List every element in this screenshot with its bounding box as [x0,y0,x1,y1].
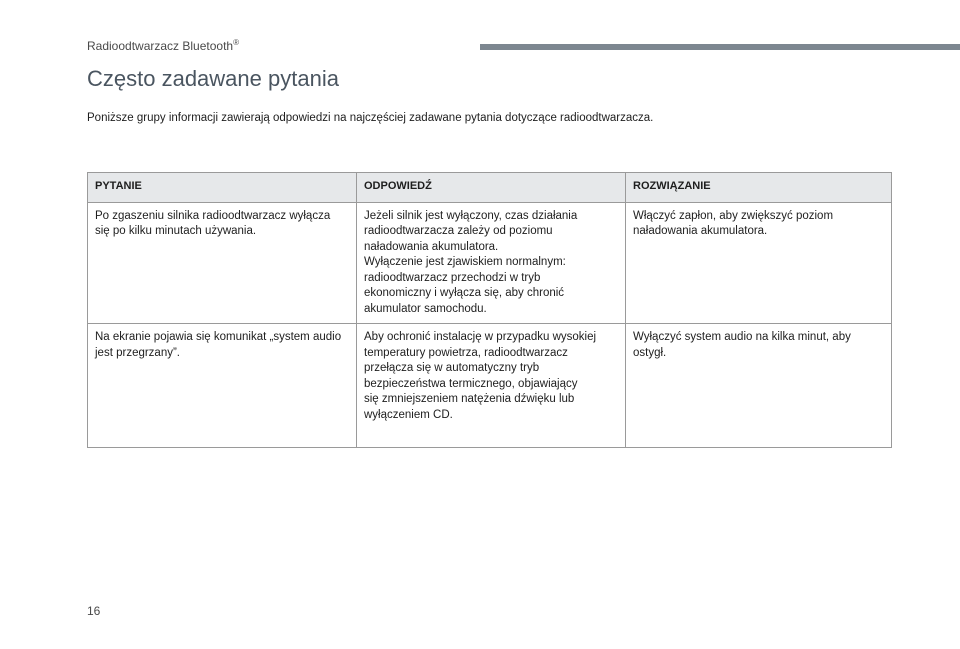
question-text: Na ekranie pojawia się komunikat „system audio jest przegrzany”. [95,331,342,359]
question-cell [88,202,357,324]
solution-cell [626,202,892,324]
intro-text: Poniższe grupy informacji zawierają odpowiedzi na najczęściej zadawane pytania dotyczące radioodtwarzacza. [87,112,654,124]
question-text: Po zgaszeniu silnika radioodtwarzacz wyłącza się po kilku minutach używania. [95,209,331,237]
table-row [88,202,892,324]
section-title-text: Radioodtwarzacz Bluetooth [87,39,234,53]
table-header-row [88,173,892,203]
table-row [88,324,892,448]
page-number: 16 [87,604,101,618]
faq-table [87,172,892,448]
answer-text: Aby ochronić instalację w przypadku wysokiej temperatury powietrza, radioodtwarzacz przełącza się w automatyczny tryb bezpieczeństwa termicznego, objawiający się zmniejszeniem natężenia dźwięku lub wyłączeniem CD. [364,331,597,421]
answer-cell [357,324,626,448]
column-header-question: PYTANIE [88,173,357,203]
column-header-solution: ROZWIĄZANIE [626,173,892,203]
answer-cell [357,202,626,324]
section-title [87,38,239,53]
question-cell [88,324,357,448]
answer-text: Jeżeli silnik jest wyłączony, czas działania radioodtwarzacza zależy od poziomu naładowania akumulatora. Wyłączenie jest zjawiskiem normalnym: radioodtwarzacz przechodzi w tryb ekonomiczny i wyłącza się, aby chronić akumulator samochodu. [364,209,578,315]
registered-mark: ® [233,38,239,47]
solution-text: Włączyć zapłon, aby zwiększyć poziom naładowania akumulatora. [633,209,834,237]
page-title: Często zadawane pytania [87,66,339,91]
column-header-answer: ODPOWIEDŹ [357,173,626,203]
solution-text: Wyłączyć system audio na kilka minut, aby ostygł. [633,331,851,359]
header-bar [480,44,960,50]
solution-cell [626,324,892,448]
